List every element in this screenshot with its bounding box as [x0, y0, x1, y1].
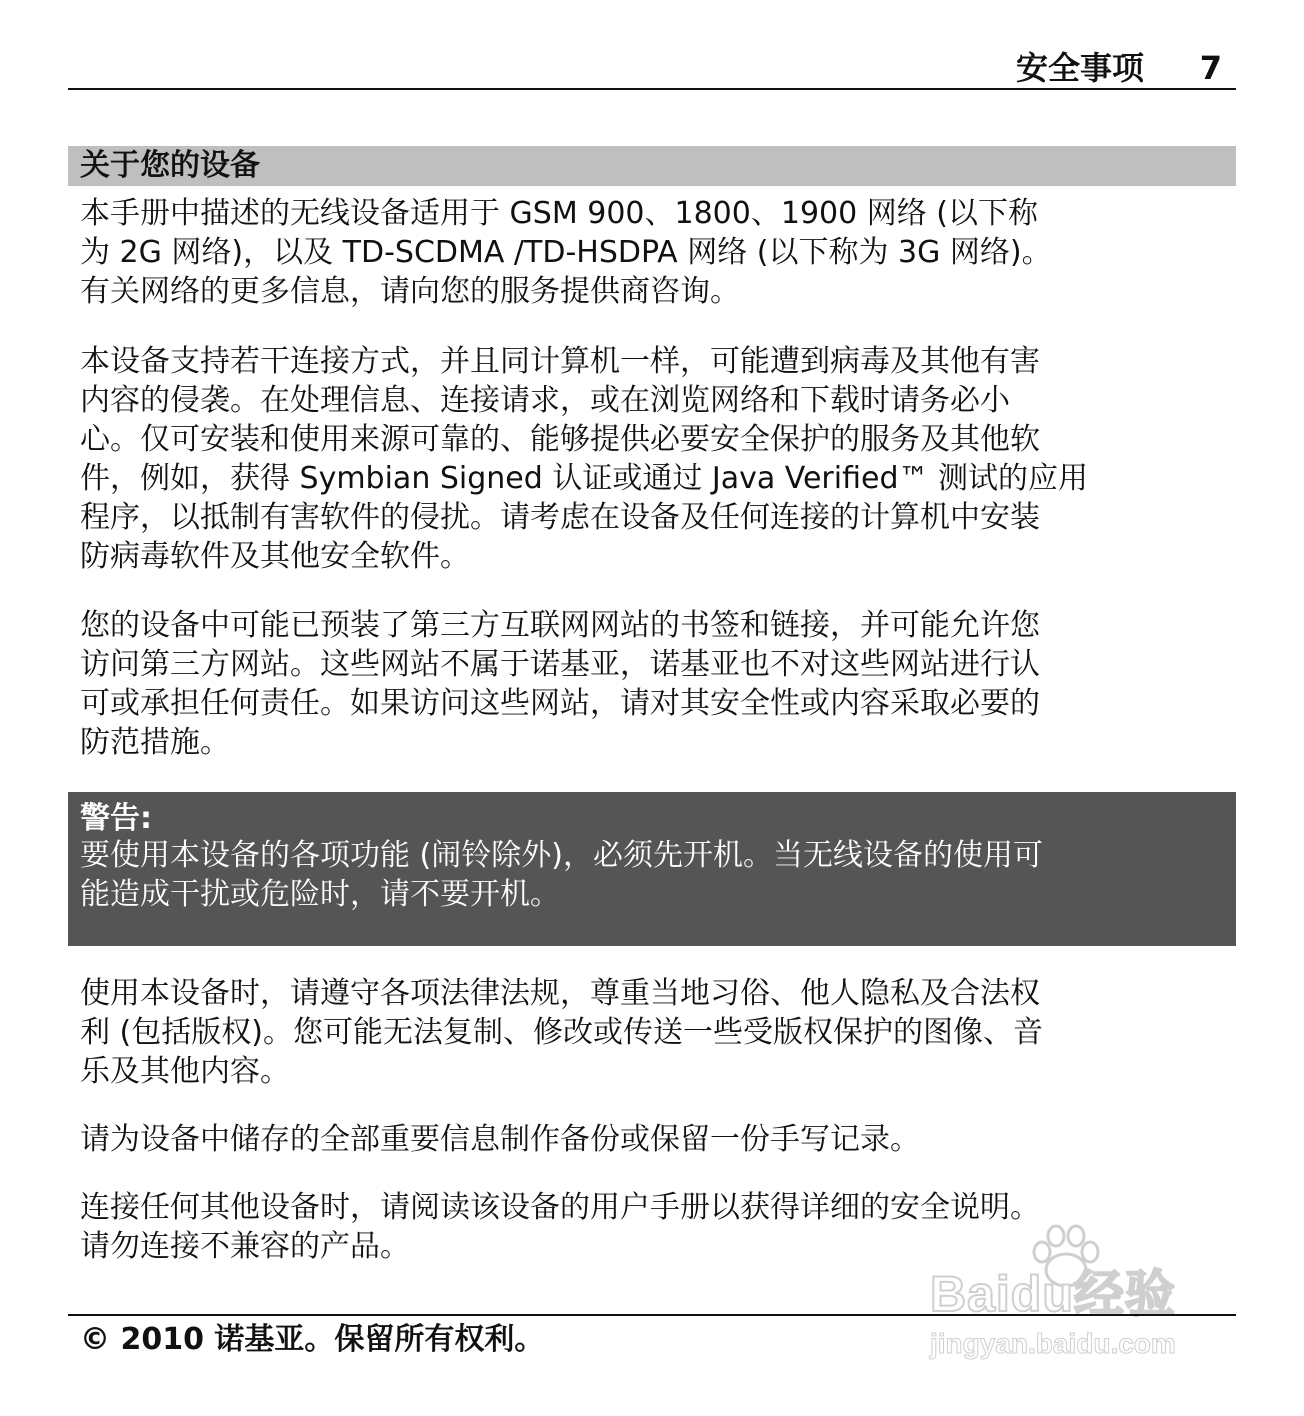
- warning-text: [80, 836, 1230, 914]
- section-heading-bar: [68, 146, 1236, 186]
- paragraph-line: 使用本设备时，请遵守各项法律法规，尊重当地习俗、他人隐私及合法权: [80, 976, 1040, 1011]
- warning-title: 警告:: [80, 801, 152, 836]
- warning-line: 能造成干扰或危险时，请不要开机。: [80, 877, 560, 912]
- paragraph-line: 连接任何其他设备时，请阅读该设备的用户手册以获得详细的安全说明。: [80, 1190, 1040, 1225]
- paragraph-line: 内容的侵袭。在处理信息、连接请求，或在浏览网络和下载时请务必小: [80, 383, 1010, 418]
- paragraph-line: 访问第三方网站。这些网站不属于诺基亚，诺基亚也不对这些网站进行认: [80, 647, 1040, 682]
- paragraph-backup: [80, 1120, 1230, 1159]
- watermark-logo: Baidu经验: [930, 1266, 1176, 1322]
- paragraph-line: 防范措施。: [80, 725, 230, 760]
- paragraph-line: 心。仅可安装和使用来源可靠的、能够提供必要安全保护的服务及其他软: [80, 422, 1040, 457]
- paragraph-security: [80, 342, 1230, 576]
- paragraph-line: 本手册中描述的无线设备适用于 GSM 900、1800、1900 网络 (以下称: [80, 196, 1038, 231]
- paragraph-line: 件，例如，获得 Symbian Signed 认证或通过 Java Verified™ 测试的应用: [80, 461, 1089, 496]
- paragraph-line: 可或承担任何责任。如果访问这些网站，请对其安全性或内容采取必要的: [80, 686, 1040, 721]
- footer-divider: [68, 1314, 1236, 1316]
- baidu-watermark: [920, 1222, 1230, 1372]
- page-number: 7: [1199, 49, 1222, 87]
- warning-line: 要使用本设备的各项功能 (闹铃除外)，必须先开机。当无线设备的使用可: [80, 838, 1043, 873]
- paragraph-line: 请为设备中储存的全部重要信息制作备份或保留一份手写记录。: [80, 1122, 920, 1157]
- paragraph-line: 程序，以抵制有害软件的侵扰。请考虑在设备及任何连接的计算机中安装: [80, 500, 1040, 535]
- copyright-notice: © 2010 诺基亚。保留所有权利。: [80, 1322, 545, 1357]
- watermark-url: jingyan.baidu.com: [930, 1328, 1176, 1359]
- paragraph-line: 有关网络的更多信息，请向您的服务提供商咨询。: [80, 274, 740, 309]
- paragraph-laws: [80, 974, 1230, 1091]
- paragraph-third-party: [80, 606, 1230, 762]
- paragraph-line: 为 2G 网络)，以及 TD-SCDMA /TD-HSDPA 网络 (以下称为 3G 网络)。: [80, 235, 1052, 270]
- paragraph-line: 本设备支持若干连接方式，并且同计算机一样，可能遭到病毒及其他有害: [80, 344, 1040, 379]
- paragraph-line: 利 (包括版权)。您可能无法复制、修改或传送一些受版权保护的图像、音: [80, 1015, 1043, 1050]
- section-title: 关于您的设备: [80, 148, 260, 183]
- paragraph-line: 请勿连接不兼容的产品。: [80, 1229, 410, 1264]
- paragraph-line: 防病毒软件及其他安全软件。: [80, 539, 470, 574]
- header-title: 安全事项: [1015, 49, 1144, 87]
- paragraph-network: [80, 194, 1230, 311]
- warning-box: [68, 792, 1236, 946]
- paragraph-line: 乐及其他内容。: [80, 1054, 290, 1089]
- page-header: [68, 40, 1236, 90]
- paragraph-line: 您的设备中可能已预装了第三方互联网网站的书签和链接，并可能允许您: [80, 608, 1040, 643]
